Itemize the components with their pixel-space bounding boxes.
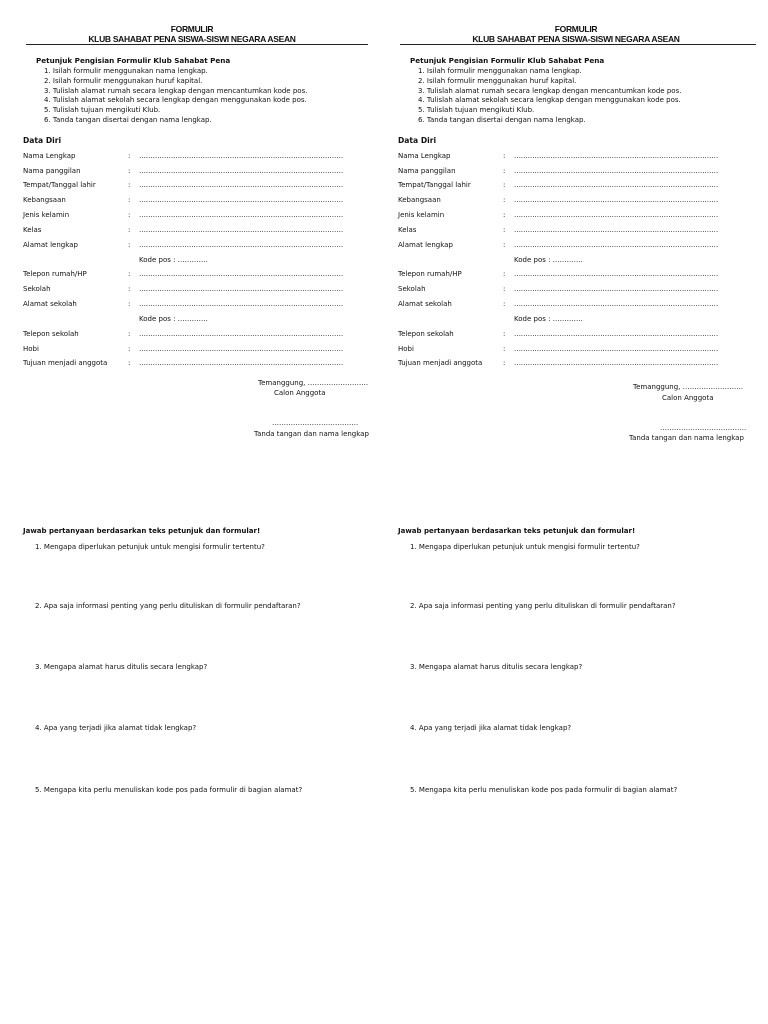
field-label: Telepon sekolah bbox=[23, 330, 79, 338]
field-colon: : bbox=[503, 226, 506, 234]
field-label: Kelas bbox=[23, 226, 42, 234]
field-fill-line[interactable]: ……………………………………………………………………………… bbox=[514, 330, 719, 338]
field-fill-line[interactable]: ……………………………………………………………………………… bbox=[139, 300, 344, 308]
title-divider bbox=[26, 44, 368, 45]
question-item: 3. Mengapa alamat harus ditulis secara lengkap? bbox=[35, 663, 208, 671]
field-colon: : bbox=[128, 181, 131, 189]
question-item: 3. Mengapa alamat harus ditulis secara lengkap? bbox=[410, 663, 583, 671]
field-fill-line[interactable]: ……………………………………………………………………………… bbox=[139, 285, 344, 293]
title-divider bbox=[400, 44, 756, 45]
instruction-item: 5. Tulislah tujuan mengikuti Klub. bbox=[418, 106, 535, 115]
kode-pos-rumah[interactable]: Kode pos : …………. bbox=[139, 256, 208, 264]
field-label: Hobi bbox=[23, 345, 39, 353]
instruction-item: 6. Tanda tangan disertai dengan nama lengkap. bbox=[44, 115, 212, 124]
field-label: Kebangsaan bbox=[398, 196, 441, 204]
field-label: Kelas bbox=[398, 226, 417, 234]
signature-line[interactable]: ………………………………. bbox=[272, 419, 359, 427]
question-item: 1. Mengapa diperlukan petunjuk untuk mengisi formulir tertentu? bbox=[410, 543, 640, 551]
field-colon: : bbox=[128, 359, 131, 367]
field-colon: : bbox=[128, 196, 131, 204]
question-item: 5. Mengapa kita perlu menuliskan kode pos pada formulir di bagian alamat? bbox=[35, 786, 303, 794]
field-colon: : bbox=[128, 226, 131, 234]
form-title: FORMULIR bbox=[554, 24, 598, 34]
field-label: Telepon rumah/HP bbox=[398, 270, 462, 278]
field-colon: : bbox=[503, 167, 506, 175]
field-label: Nama Lengkap bbox=[23, 152, 76, 160]
instructions-title: Petunjuk Pengisian Formulir Klub Sahabat Pena bbox=[410, 56, 605, 65]
kode-pos-rumah[interactable]: Kode pos : …………. bbox=[514, 256, 583, 264]
field-colon: : bbox=[503, 330, 506, 338]
field-fill-line[interactable]: ……………………………………………………………………………… bbox=[514, 211, 719, 219]
field-fill-line[interactable]: ……………………………………………………………………………… bbox=[139, 181, 344, 189]
field-colon: : bbox=[128, 167, 131, 175]
question-item: 2. Apa saja informasi penting yang perlu dituliskan di formulir pendaftaran? bbox=[410, 602, 676, 610]
field-colon: : bbox=[503, 241, 506, 249]
field-fill-line[interactable]: ……………………………………………………………………………… bbox=[514, 359, 719, 367]
kode-pos-sekolah[interactable]: Kode pos : …………. bbox=[139, 315, 208, 323]
field-label: Tujuan menjadi anggota bbox=[398, 359, 483, 367]
signature-place-date[interactable]: Temanggung, …………………….. bbox=[258, 379, 369, 387]
field-label: Telepon rumah/HP bbox=[23, 270, 87, 278]
field-fill-line[interactable]: ……………………………………………………………………………… bbox=[139, 359, 344, 367]
field-label: Hobi bbox=[398, 345, 414, 353]
questions-heading: Jawab pertanyaan berdasarkan teks petunjuk dan formular! bbox=[23, 527, 261, 535]
field-label: Sekolah bbox=[23, 285, 51, 293]
field-label: Tempat/Tanggal lahir bbox=[398, 181, 471, 189]
field-fill-line[interactable]: ……………………………………………………………………………… bbox=[514, 285, 719, 293]
field-label: Nama panggilan bbox=[398, 167, 456, 175]
instruction-item: 3. Tulislah alamat rumah secara lengkap dengan mencantumkan kode pos. bbox=[418, 86, 682, 95]
field-label: Nama panggilan bbox=[23, 167, 81, 175]
field-colon: : bbox=[503, 359, 506, 367]
field-colon: : bbox=[128, 285, 131, 293]
form-subtitle: KLUB SAHABAT PENA SISWA-SISWI NEGARA ASEAN bbox=[472, 34, 680, 44]
field-label: Telepon sekolah bbox=[398, 330, 454, 338]
signature-place-date[interactable]: Temanggung, …………………….. bbox=[633, 383, 744, 391]
instruction-item: 4. Tulislah alamat sekolah secara lengkap dengan menggunakan kode pos. bbox=[44, 96, 307, 105]
field-fill-line[interactable]: ……………………………………………………………………………… bbox=[139, 345, 344, 353]
signature-role: Calon Anggota bbox=[662, 394, 714, 402]
field-colon: : bbox=[503, 196, 506, 204]
signature-caption: Tanda tangan dan nama lengkap bbox=[629, 434, 744, 442]
instruction-item: 3. Tulislah alamat rumah secara lengkap dengan mencantumkan kode pos. bbox=[44, 86, 308, 95]
field-fill-line[interactable]: ……………………………………………………………………………… bbox=[139, 196, 344, 204]
instruction-item: 2. Isilah formulir menggunakan huruf kapital. bbox=[418, 76, 577, 85]
field-colon: : bbox=[503, 345, 506, 353]
field-fill-line[interactable]: ……………………………………………………………………………… bbox=[139, 167, 344, 175]
field-colon: : bbox=[128, 241, 131, 249]
field-fill-line[interactable]: ……………………………………………………………………………… bbox=[139, 211, 344, 219]
question-item: 5. Mengapa kita perlu menuliskan kode pos pada formulir di bagian alamat? bbox=[410, 786, 678, 794]
field-colon: : bbox=[503, 181, 506, 189]
data-diri-heading: Data Diri bbox=[23, 136, 62, 145]
field-fill-line[interactable]: ……………………………………………………………………………… bbox=[514, 196, 719, 204]
signature-role: Calon Anggota bbox=[274, 389, 326, 397]
field-fill-line[interactable]: ……………………………………………………………………………… bbox=[514, 167, 719, 175]
question-item: 4. Apa yang terjadi jika alamat tidak lengkap? bbox=[35, 724, 197, 732]
field-fill-line[interactable]: ……………………………………………………………………………… bbox=[514, 241, 719, 249]
field-label: Tempat/Tanggal lahir bbox=[23, 181, 96, 189]
field-fill-line[interactable]: ……………………………………………………………………………… bbox=[139, 226, 344, 234]
instruction-item: 4. Tulislah alamat sekolah secara lengkap dengan menggunakan kode pos. bbox=[418, 96, 681, 105]
instruction-item: 6. Tanda tangan disertai dengan nama lengkap. bbox=[418, 115, 586, 124]
signature-line[interactable]: ………………………………. bbox=[660, 424, 747, 432]
field-fill-line[interactable]: ……………………………………………………………………………… bbox=[139, 241, 344, 249]
field-colon: : bbox=[503, 270, 506, 278]
field-label: Kebangsaan bbox=[23, 196, 66, 204]
field-label: Sekolah bbox=[398, 285, 426, 293]
field-colon: : bbox=[503, 152, 506, 160]
field-fill-line[interactable]: ……………………………………………………………………………… bbox=[139, 270, 344, 278]
instruction-item: 2. Isilah formulir menggunakan huruf kapital. bbox=[44, 76, 203, 85]
instruction-item: 5. Tulislah tujuan mengikuti Klub. bbox=[44, 106, 161, 115]
field-fill-line[interactable]: ……………………………………………………………………………… bbox=[514, 152, 719, 160]
signature-caption: Tanda tangan dan nama lengkap bbox=[254, 430, 369, 438]
instructions-list bbox=[44, 67, 307, 126]
field-colon: : bbox=[128, 330, 131, 338]
question-item: 2. Apa saja informasi penting yang perlu dituliskan di formulir pendaftaran? bbox=[35, 602, 301, 610]
form-title: FORMULIR bbox=[170, 24, 214, 34]
field-colon: : bbox=[128, 345, 131, 353]
field-colon: : bbox=[128, 211, 131, 219]
field-colon: : bbox=[503, 211, 506, 219]
field-colon: : bbox=[503, 300, 506, 308]
field-label: Tujuan menjadi anggota bbox=[23, 359, 108, 367]
field-colon: : bbox=[503, 285, 506, 293]
form-copy-right bbox=[384, 0, 768, 1024]
field-label: Alamat lengkap bbox=[23, 241, 78, 249]
instructions-list bbox=[418, 67, 681, 126]
field-fill-line[interactable]: ……………………………………………………………………………… bbox=[514, 226, 719, 234]
field-label: Jenis kelamin bbox=[23, 211, 70, 219]
field-colon: : bbox=[128, 270, 131, 278]
field-label: Alamat sekolah bbox=[23, 300, 77, 308]
field-colon: : bbox=[128, 152, 131, 160]
field-fill-line[interactable]: ……………………………………………………………………………… bbox=[514, 270, 719, 278]
field-label: Nama Lengkap bbox=[398, 152, 451, 160]
form-subtitle: KLUB SAHABAT PENA SISWA-SISWI NEGARA ASEAN bbox=[88, 34, 296, 44]
field-fill-line[interactable]: ……………………………………………………………………………… bbox=[139, 152, 344, 160]
field-fill-line[interactable]: ……………………………………………………………………………… bbox=[139, 330, 344, 338]
instruction-item: 1. Isilah formulir menggunakan nama lengkap. bbox=[418, 67, 582, 75]
instruction-item: 1. Isilah formulir menggunakan nama lengkap. bbox=[44, 67, 208, 75]
question-item: 4. Apa yang terjadi jika alamat tidak lengkap? bbox=[410, 724, 572, 732]
field-label: Alamat sekolah bbox=[398, 300, 452, 308]
question-item: 1. Mengapa diperlukan petunjuk untuk mengisi formulir tertentu? bbox=[35, 543, 265, 551]
field-fill-line[interactable]: ……………………………………………………………………………… bbox=[514, 300, 719, 308]
field-label: Alamat lengkap bbox=[398, 241, 453, 249]
field-label: Jenis kelamin bbox=[398, 211, 445, 219]
kode-pos-sekolah[interactable]: Kode pos : …………. bbox=[514, 315, 583, 323]
field-colon: : bbox=[128, 300, 131, 308]
field-fill-line[interactable]: ……………………………………………………………………………… bbox=[514, 181, 719, 189]
questions-heading: Jawab pertanyaan berdasarkan teks petunjuk dan formular! bbox=[398, 527, 636, 535]
data-diri-heading: Data Diri bbox=[398, 136, 437, 145]
field-fill-line[interactable]: ……………………………………………………………………………… bbox=[514, 345, 719, 353]
instructions-title: Petunjuk Pengisian Formulir Klub Sahabat Pena bbox=[36, 56, 231, 65]
